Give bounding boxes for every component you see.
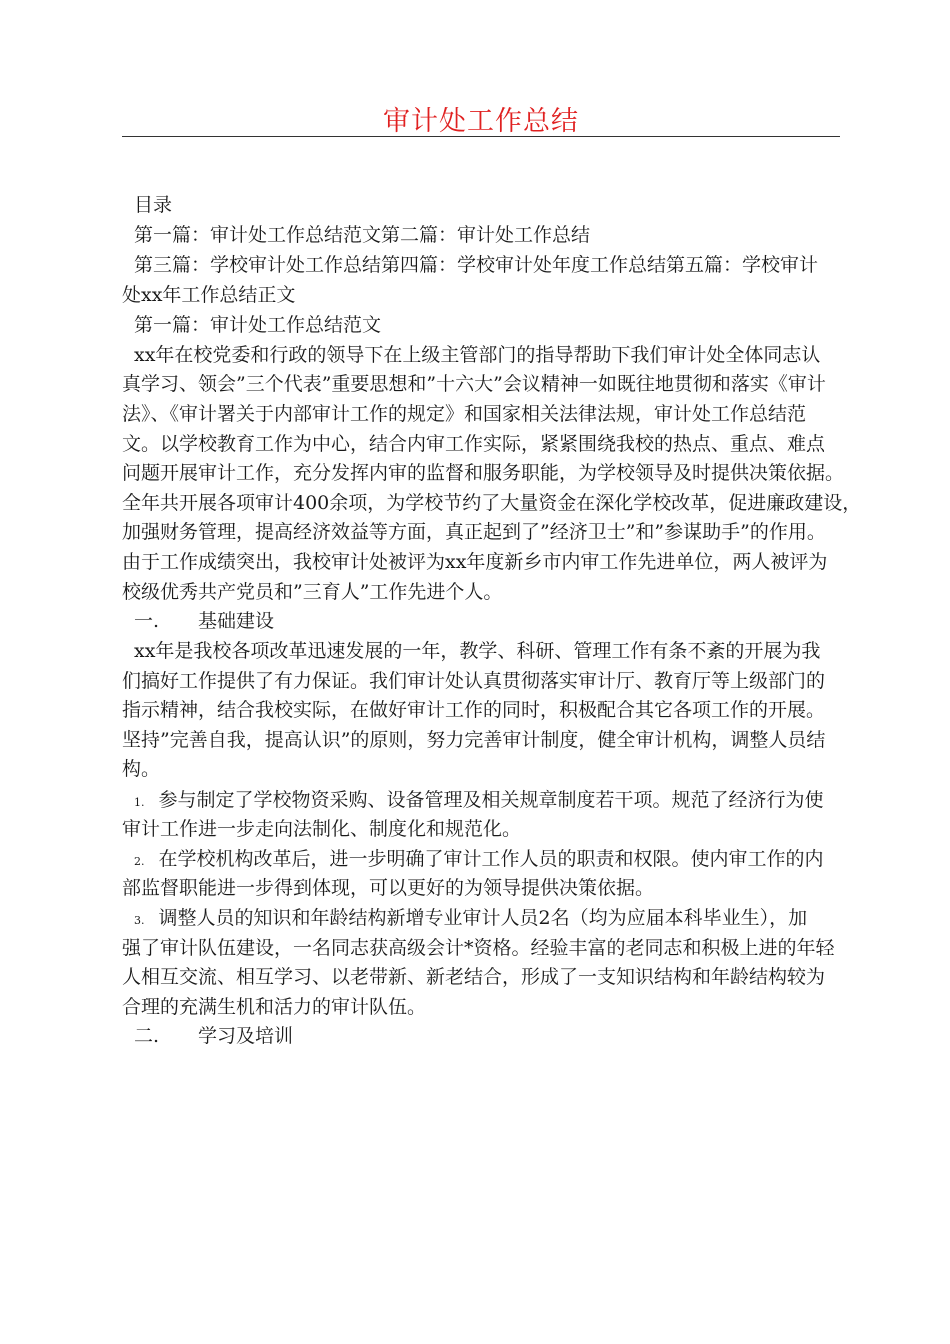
- toc-line: 第一篇：审计处工作总结范文第二篇：审计处工作总结: [134, 224, 591, 246]
- toc-line: 第三篇：学校审计处工作总结第四篇：学校审计处年度工作总结第五篇：学校审计: [134, 254, 819, 276]
- document-title: 审计处工作总结: [383, 106, 579, 137]
- chapter-heading: 第一篇：审计处工作总结范文: [134, 314, 382, 336]
- paragraph-line: 坚持”完善自我，提高认识”的原则，努力完善审计制度，健全审计机构，调整人员结: [122, 729, 826, 751]
- paragraph-line: 加强财务管理，提高经济效益等方面，真正起到了”经济卫士”和”参谋助手”的作用。: [122, 521, 826, 543]
- list-item-text: 调整人员的知识和年龄结构新增专业审计人员2名（均为应届本科毕业生），加: [158, 907, 808, 929]
- toc-line: 处xx年工作总结正文: [122, 284, 296, 306]
- section-heading: [134, 1022, 293, 1050]
- list-item: [134, 904, 807, 935]
- paragraph-line: xx年是我校各项改革迅速发展的一年，教学、科研、管理工作有条不紊的开展为我: [134, 640, 821, 662]
- paragraph-line: 审计工作进一步走向法制化、制度化和规范化。: [122, 818, 522, 840]
- paragraph-line: 构。: [122, 758, 161, 780]
- list-item-text: 参与制定了学校物资采购、设备管理及相关规章制度若干项。规范了经济行为使: [158, 789, 824, 811]
- section-heading: [134, 607, 274, 635]
- paragraph-line: 指示精神，结合我校实际，在做好审计工作的同时，积极配合其它各项工作的开展。: [122, 699, 826, 721]
- paragraph-line: 文。以学校教育工作为中心，结合内审工作实际，紧紧围绕我校的热点、重点、难点: [122, 433, 826, 455]
- paragraph-line: 校级优秀共产党员和”三育人”工作先进个人。: [122, 581, 503, 603]
- paragraph-line: 由于工作成绩突出，我校审计处被评为xx年度新乡市内审工作先进单位，两人被评为: [122, 551, 828, 573]
- section-title: 基础建设: [198, 610, 275, 632]
- paragraph-line: 部监督职能进一步得到体现，可以更好的为领导提供决策依据。: [122, 877, 655, 899]
- paragraph-line: 们搞好工作提供了有力保证。我们审计处认真贯彻落实审计厅、教育厅等上级部门的: [122, 670, 826, 692]
- paragraph-line: 全年共开展各项审计400余项，为学校节约了大量资金在深化学校改革，促进廉政建设，: [122, 492, 862, 514]
- list-item-number: 2.: [134, 855, 145, 868]
- title-underline: [122, 136, 840, 137]
- section-number: 一.: [134, 610, 160, 632]
- section-title: 学习及培训: [198, 1025, 294, 1047]
- toc-heading: 目录: [134, 194, 173, 216]
- list-item: [134, 845, 824, 876]
- list-item-number: 3.: [134, 914, 145, 927]
- list-item: [134, 786, 824, 817]
- paragraph-line: 合理的充满生机和活力的审计队伍。: [122, 996, 427, 1018]
- paragraph-line: 强了审计队伍建设，一名同志获高级会计*资格。经验丰富的老同志和积极上进的年轻: [122, 937, 835, 959]
- list-item-number: 1.: [134, 796, 145, 809]
- paragraph-line: 问题开展审计工作，充分发挥内审的监督和服务职能，为学校领导及时提供决策依据。: [122, 462, 845, 484]
- paragraph-line: 法》、《审计署关于内部审计工作的规定》和国家相关法律法规，审计处工作总结范: [122, 403, 807, 425]
- section-number: 二.: [134, 1025, 160, 1047]
- paragraph-line: xx年在校党委和行政的领导下在上级主管部门的指导帮助下我们审计处全体同志认: [134, 344, 821, 366]
- list-item-text: 在学校机构改革后，进一步明确了审计工作人员的职责和权限。使内审工作的内: [158, 848, 824, 870]
- paragraph-line: 真学习、领会”三个代表”重要思想和”十六大”会议精神一如既往地贯彻和落实《审计: [122, 373, 826, 395]
- paragraph-line: 人相互交流、相互学习、以老带新、新老结合，形成了一支知识结构和年龄结构较为: [122, 966, 826, 988]
